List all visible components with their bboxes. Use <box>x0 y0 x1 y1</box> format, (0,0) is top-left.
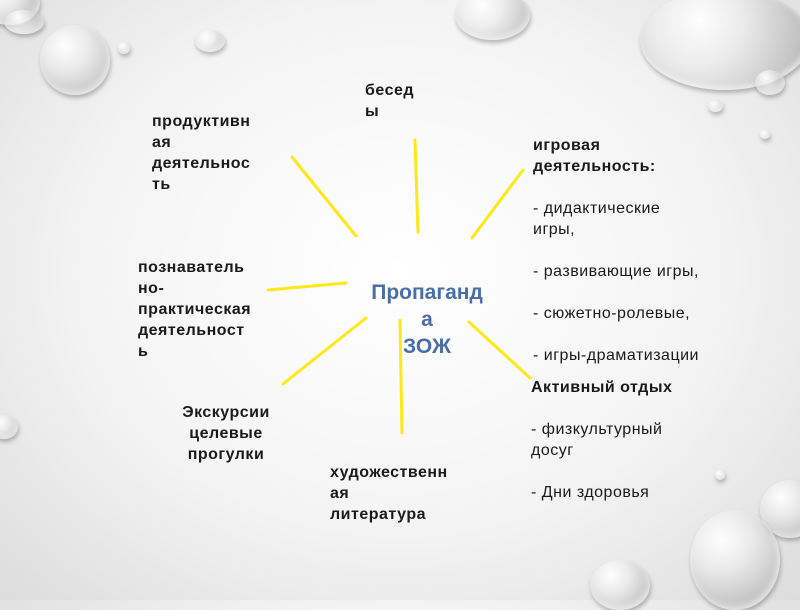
game-activity-item: - игры-драматизации <box>533 347 699 364</box>
center-title-line1: Пропаганд а <box>371 281 483 331</box>
node-excursions: Экскурсии целевые прогулки <box>182 404 270 463</box>
center-title-line2: ЗОЖ <box>403 335 451 358</box>
node-besedy: бесед ы <box>365 82 415 120</box>
ray-to-cognitive <box>268 283 346 290</box>
node-active-rest <box>531 356 672 524</box>
center-title <box>352 252 502 387</box>
node-game-activity <box>533 114 699 387</box>
node-literature: художественн ая литература <box>330 464 448 523</box>
ray-to-game <box>472 170 523 238</box>
node-productive-activity: продуктивн ая деятельнос ть <box>152 113 251 193</box>
game-activity-heading: игровая деятельность: <box>533 137 656 175</box>
game-activity-item: - дидактические игры, <box>533 200 661 238</box>
game-activity-item: - сюжетно-ролевые, <box>533 305 691 322</box>
node-cognitive-activity: познаватель но- практическая деятельност ь <box>138 259 252 360</box>
active-rest-heading: Активный отдых <box>531 379 673 396</box>
active-rest-item: - физкультурный досуг <box>531 421 663 459</box>
active-rest-item: - Дни здоровья <box>531 484 650 501</box>
ray-to-productive <box>292 157 356 236</box>
ray-to-besedy <box>415 140 418 232</box>
game-activity-item: - развивающие игры, <box>533 263 699 280</box>
